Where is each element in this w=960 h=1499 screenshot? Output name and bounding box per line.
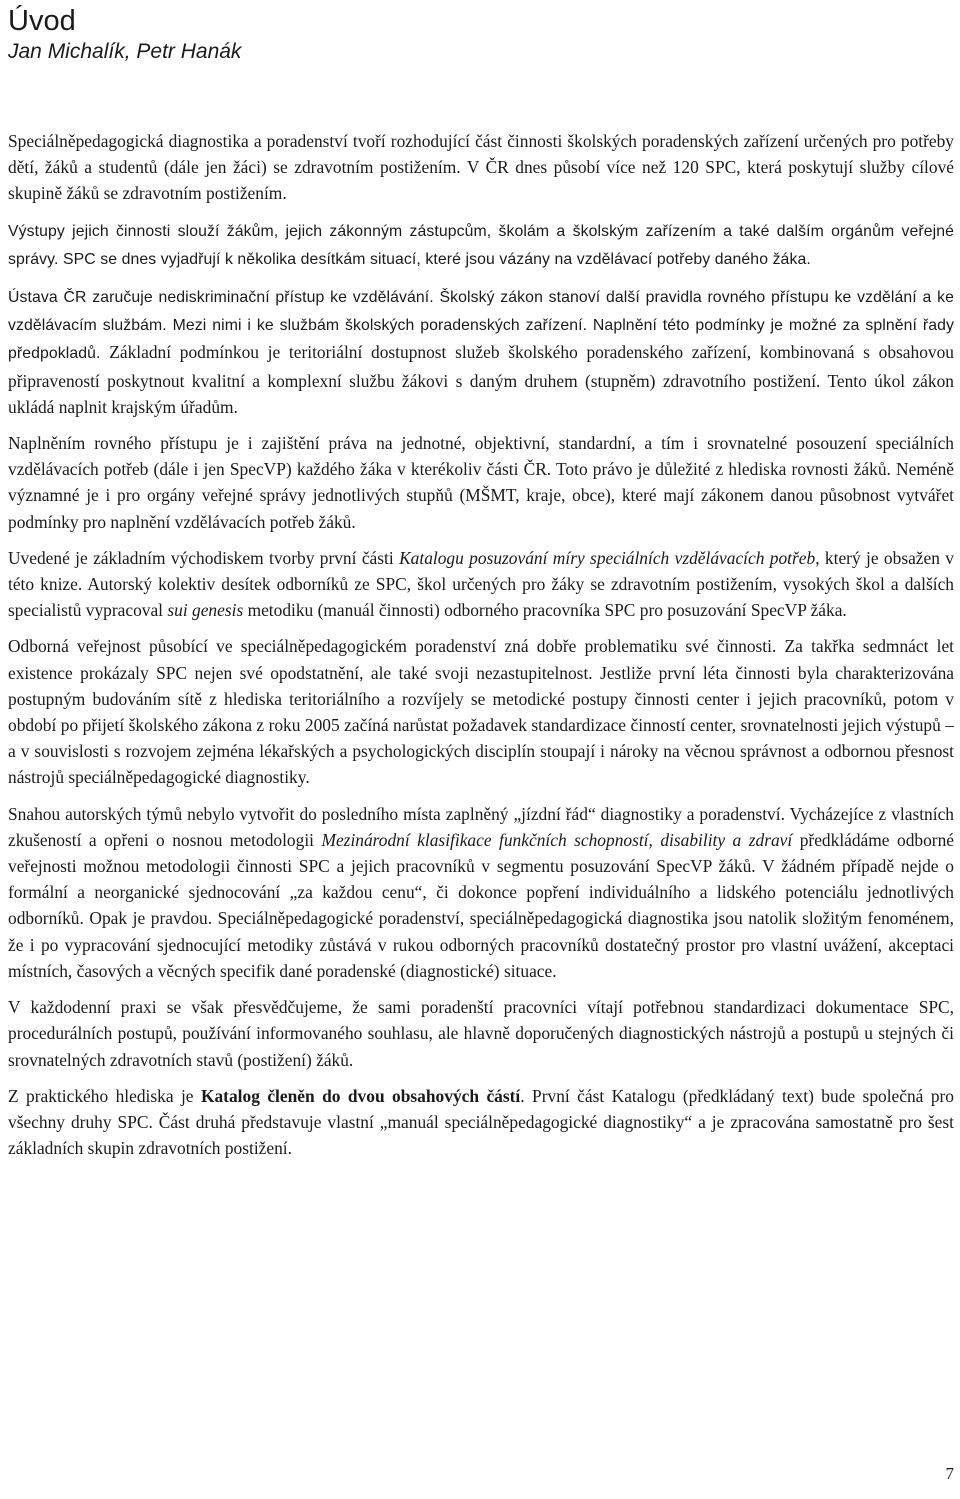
paragraph-3-text-b: Školský zákon stanoví další pravidla rovného přístupu ke vzdělání a ke vzdělávacím službám. Mezi nimi i ke službám školských poradenských zařízení. Naplnění této podmínky je možné za splnění řady předpokladů. (8, 289, 954, 363)
paragraph-5-text-a: Uvedené je základním východiskem tvorby první části (8, 547, 400, 568)
document-page (8, 0, 954, 1499)
page-number: 7 (945, 1464, 954, 1483)
paragraph-6 (8, 633, 954, 790)
paragraph-9-text-a: Z praktického hlediska je (8, 1085, 201, 1106)
paragraph-4-text: Naplněním rovného přístupu je i zajištění práva na jednotné, objektivní, standardní, a tím i srovnatelné posouzení speciálních vzdělávacích potřeb (dále i jen SpecVP) každého žáka v kterékoliv části ČR. Toto právo je důležité z hlediska rovnosti žáků. Neméně významné je i pro orgány veřejné správy jednotlivých stupňů (MŠMT, kraje, obce), které mají zákonem danou působnost vytvářet podmínky pro naplnění vzdělávacích potřeb žáků. (8, 433, 954, 532)
paragraph-7-text-c: předkládáme odborné veřejnosti možnou metodologii činnosti SPC a jejich pracovníků v segmentu posuzování SpecVP žáků. V žádném případě nejde o formální a neorganické sjednocování „za každou cenu“, či dokonce popření individuálního a lidského potenciálu jednotlivých odborníků. Opak je pravdou. Speciálněpedagogické poradenství, speciálněpedagogická diagnostika jsou natolik složitým fenoménem, že i po vypracování sjednocující metodiky zůstává v rukou odborných pracovníků dostatečný prostor pro vlastní uvážení, akceptaci místních, časových a věcných specifik dané poradenské (diagnostické) situace. (8, 829, 954, 981)
sui-genesis-italic: sui genesis (167, 600, 244, 621)
paragraph-7-text-a: Snahou autorských týmů nebylo vytvořit do posledního místa zaplněný „jízdní řád“ diagnostiky a poradenství. Vycházejíce z vlastních zkušeností a opřeni o nosnou metodologii (8, 803, 954, 850)
paragraph-7 (8, 801, 954, 984)
catalog-title-italic: Katalogu posuzování míry speciálních vzdělávacích potřeb (399, 547, 816, 568)
paragraph-9-text-c: . První část Katalogu (předkládaný text) bude společná pro všechny druhy SPC. Část druhá představuje vlastní „manuál speciálněpedagogické diagnostiky“ a je zpracována samostatně pro šest základních skupin zdravotních postižení. (8, 1085, 955, 1159)
paragraph-8 (8, 994, 954, 1073)
paragraph-2 (8, 217, 954, 273)
page-title: Úvod (8, 5, 76, 37)
paragraph-3-text-a: Ústava ČR zaručuje nediskriminační přístup ke vzdělávání. (8, 289, 434, 307)
paragraph-2-text-b: SPC se dnes vyjadřují k několika desítkám situací, které jsou vázány na vzdělávací potřeby daného žáka. (58, 250, 811, 268)
paragraph-2-text-a: Výstupy jejich činnosti slouží žákům, jejich zákonným zástupcům, školám a školským zařízením a také dalším orgánům veřejné správy. (8, 222, 954, 268)
mkf-title-italic: Mezinárodní klasifikace funkčních schopností, disability a zdraví (321, 829, 793, 850)
paragraph-3-text-c: Základní podmínkou je teritoriální dostupnost služeb školského poradenského zařízení, kombinovaná s obsahovou připraveností poskytnout kvalitní a komplexní službu žákovi s daným druhem (stupněm) zdravotního postižení. Tento úkol zákon ukládá naplnit krajským úřadům. (8, 342, 954, 417)
paragraph-9 (8, 1083, 954, 1162)
paragraph-1 (8, 128, 954, 207)
document-body (8, 128, 954, 1171)
catalog-structure-bold: Katalog členěn do dvou obsahových částí (200, 1085, 521, 1106)
paragraph-1-text: Speciálněpedagogická diagnostika a poradenství tvoří rozhodující část činnosti školských poradenských zařízení určených pro potřeby dětí, žáků a studentů (dále jen žáci) se zdravotním postižením. V ČR dnes působí více než 120 SPC, která poskytují služby cílové skupině žáků se zdravotním postižením. (8, 131, 954, 204)
paragraph-6-text: Odborná veřejnost působící ve speciálněpedagogickém poradenství zná dobře problematiku své činnosti. Za takřka sedmnáct let existence prokázaly SPC nejen své opodstatnění, ale také svoji nezastupitelnost. Jestliže první léta činnosti byla charakterizována postupným budováním sítě z hlediska teritoriálního a rozvíjely se metodické postupy činnosti center i jejich pracovníků, potom v období po přijetí školského zákona z roku 2005 začíná narůstat požadavek standardizace činností center, srovnatelnosti jejich výstupů – a v souvislosti s rozvojem zejména lékařských a psychologických disciplín stoupají i nároky na věcnou správnost a odbornou přesnost nástrojů speciálněpedagogické diagnostiky. (8, 636, 954, 788)
authors: Jan Michalík, Petr Hanák (8, 40, 242, 63)
paragraph-5-text-e: metodiku (manuál činnosti) odborného pracovníka SPC pro posuzování SpecVP žáka. (243, 600, 847, 621)
paragraph-4 (8, 430, 954, 535)
paragraph-8-text: V každodenní praxi se však přesvědčujeme, že sami poradenští pracovníci vítají potřebnou standardizaci dokumentace SPC, procedurálních postupů, používání informovaného souhlasu, ale hlavně doporučených diagnostických nástrojů a postupů u stejných či srovnatelných zdravotních stavů (postižení) žáků. (8, 997, 954, 1070)
paragraph-3 (8, 283, 954, 420)
paragraph-5 (8, 545, 954, 624)
paragraph-5-text-c: , který je obsažen v této knize. Autorský kolektiv desítek odborníků ze SPC, škol určených pro žáky se zdravotním postižením, vysokých škol a dalších specialistů vypracoval (8, 547, 955, 621)
